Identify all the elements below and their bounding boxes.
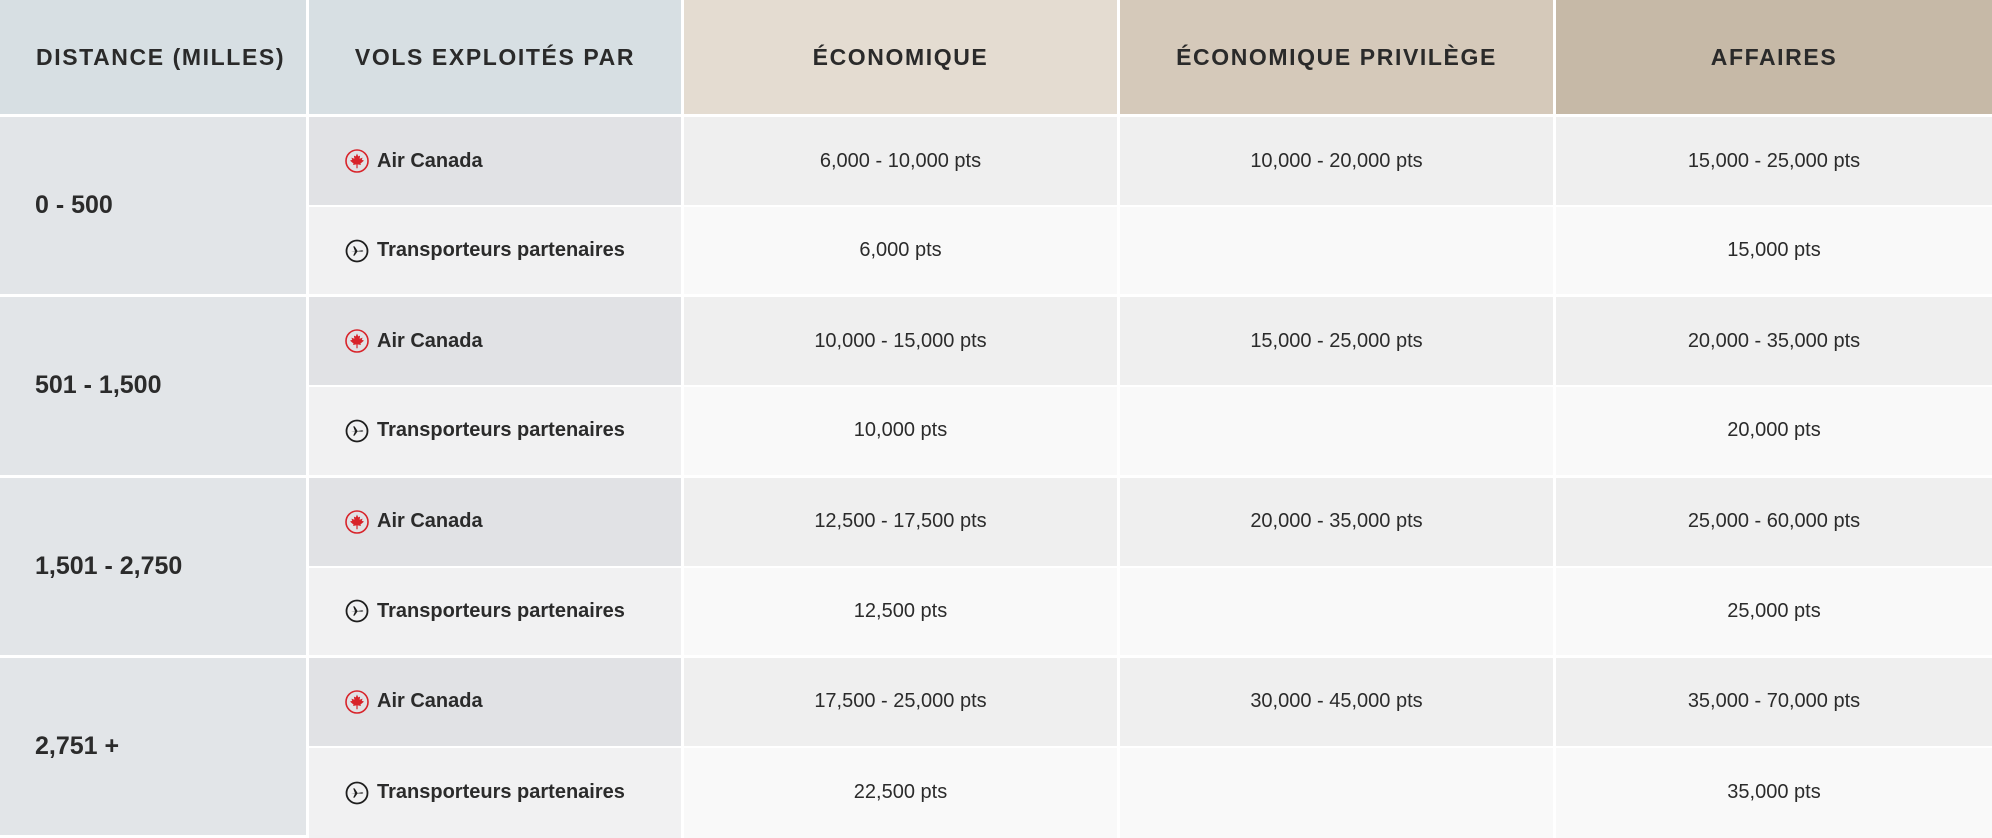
- business-points: 20,000 - 35,000 pts: [1556, 297, 1992, 387]
- premium-economy-points: [1120, 207, 1556, 297]
- premium-economy-points: 15,000 - 25,000 pts: [1120, 297, 1556, 387]
- header-distance: DISTANCE (MILLES): [0, 0, 309, 117]
- business-points: 25,000 pts: [1556, 568, 1992, 658]
- premium-economy-points: 20,000 - 35,000 pts: [1120, 478, 1556, 568]
- table-row-air-canada: [0, 297, 1992, 387]
- economy-points: 12,500 pts: [684, 568, 1120, 658]
- business-points: 35,000 pts: [1556, 748, 1992, 838]
- maple-leaf-icon: [345, 329, 369, 353]
- operator-label: Transporteurs partenaires: [377, 419, 625, 442]
- premium-economy-points: 30,000 - 45,000 pts: [1120, 658, 1556, 748]
- business-points: 20,000 pts: [1556, 387, 1992, 477]
- maple-leaf-icon: [345, 149, 369, 173]
- operator-label: Air Canada: [377, 510, 483, 533]
- distance-cell: 501 - 1,500: [0, 297, 309, 477]
- operator-cell-air-canada: [309, 478, 684, 568]
- operator-label: Transporteurs partenaires: [377, 781, 625, 804]
- header-row: [0, 0, 1992, 117]
- maple-leaf-icon: [345, 510, 369, 534]
- business-points: 25,000 - 60,000 pts: [1556, 478, 1992, 568]
- distance-cell: 1,501 - 2,750: [0, 478, 309, 658]
- economy-points: 10,000 - 15,000 pts: [684, 297, 1120, 387]
- economy-points: 12,500 - 17,500 pts: [684, 478, 1120, 568]
- operator-cell-partners: [309, 387, 684, 477]
- header-operated-by: VOLS EXPLOITÉS PAR: [309, 0, 684, 117]
- header-economy: ÉCONOMIQUE: [684, 0, 1120, 117]
- operator-cell-partners: [309, 748, 684, 838]
- operator-cell-air-canada: [309, 658, 684, 748]
- distance-cell: 0 - 500: [0, 117, 309, 297]
- plane-circle-icon: [345, 781, 369, 805]
- economy-points: 6,000 - 10,000 pts: [684, 117, 1120, 207]
- business-points: 15,000 - 25,000 pts: [1556, 117, 1992, 207]
- economy-points: 10,000 pts: [684, 387, 1120, 477]
- table-row-air-canada: [0, 117, 1992, 207]
- operator-cell-air-canada: [309, 117, 684, 207]
- table-header: [0, 0, 1992, 117]
- premium-economy-points: [1120, 748, 1556, 838]
- table-body: [0, 117, 1992, 838]
- maple-leaf-icon: [345, 690, 369, 714]
- economy-points: 22,500 pts: [684, 748, 1120, 838]
- economy-points: 17,500 - 25,000 pts: [684, 658, 1120, 748]
- plane-circle-icon: [345, 239, 369, 263]
- operator-label: Transporteurs partenaires: [377, 239, 625, 262]
- plane-circle-icon: [345, 419, 369, 443]
- operator-label: Transporteurs partenaires: [377, 599, 625, 622]
- operator-cell-air-canada: [309, 297, 684, 387]
- distance-cell: 2,751 +: [0, 658, 309, 838]
- plane-circle-icon: [345, 599, 369, 623]
- business-points: 35,000 - 70,000 pts: [1556, 658, 1992, 748]
- table-row-air-canada: [0, 658, 1992, 748]
- operator-label: Air Canada: [377, 149, 483, 172]
- economy-points: 6,000 pts: [684, 207, 1120, 297]
- operator-cell-partners: [309, 207, 684, 297]
- header-business: AFFAIRES: [1556, 0, 1992, 117]
- operator-label: Air Canada: [377, 329, 483, 352]
- operator-label: Air Canada: [377, 690, 483, 713]
- premium-economy-points: [1120, 568, 1556, 658]
- business-points: 15,000 pts: [1556, 207, 1992, 297]
- operator-cell-partners: [309, 568, 684, 658]
- header-premium-economy: ÉCONOMIQUE PRIVILÈGE: [1120, 0, 1556, 117]
- table-row-air-canada: [0, 478, 1992, 568]
- premium-economy-points: 10,000 - 20,000 pts: [1120, 117, 1556, 207]
- premium-economy-points: [1120, 387, 1556, 477]
